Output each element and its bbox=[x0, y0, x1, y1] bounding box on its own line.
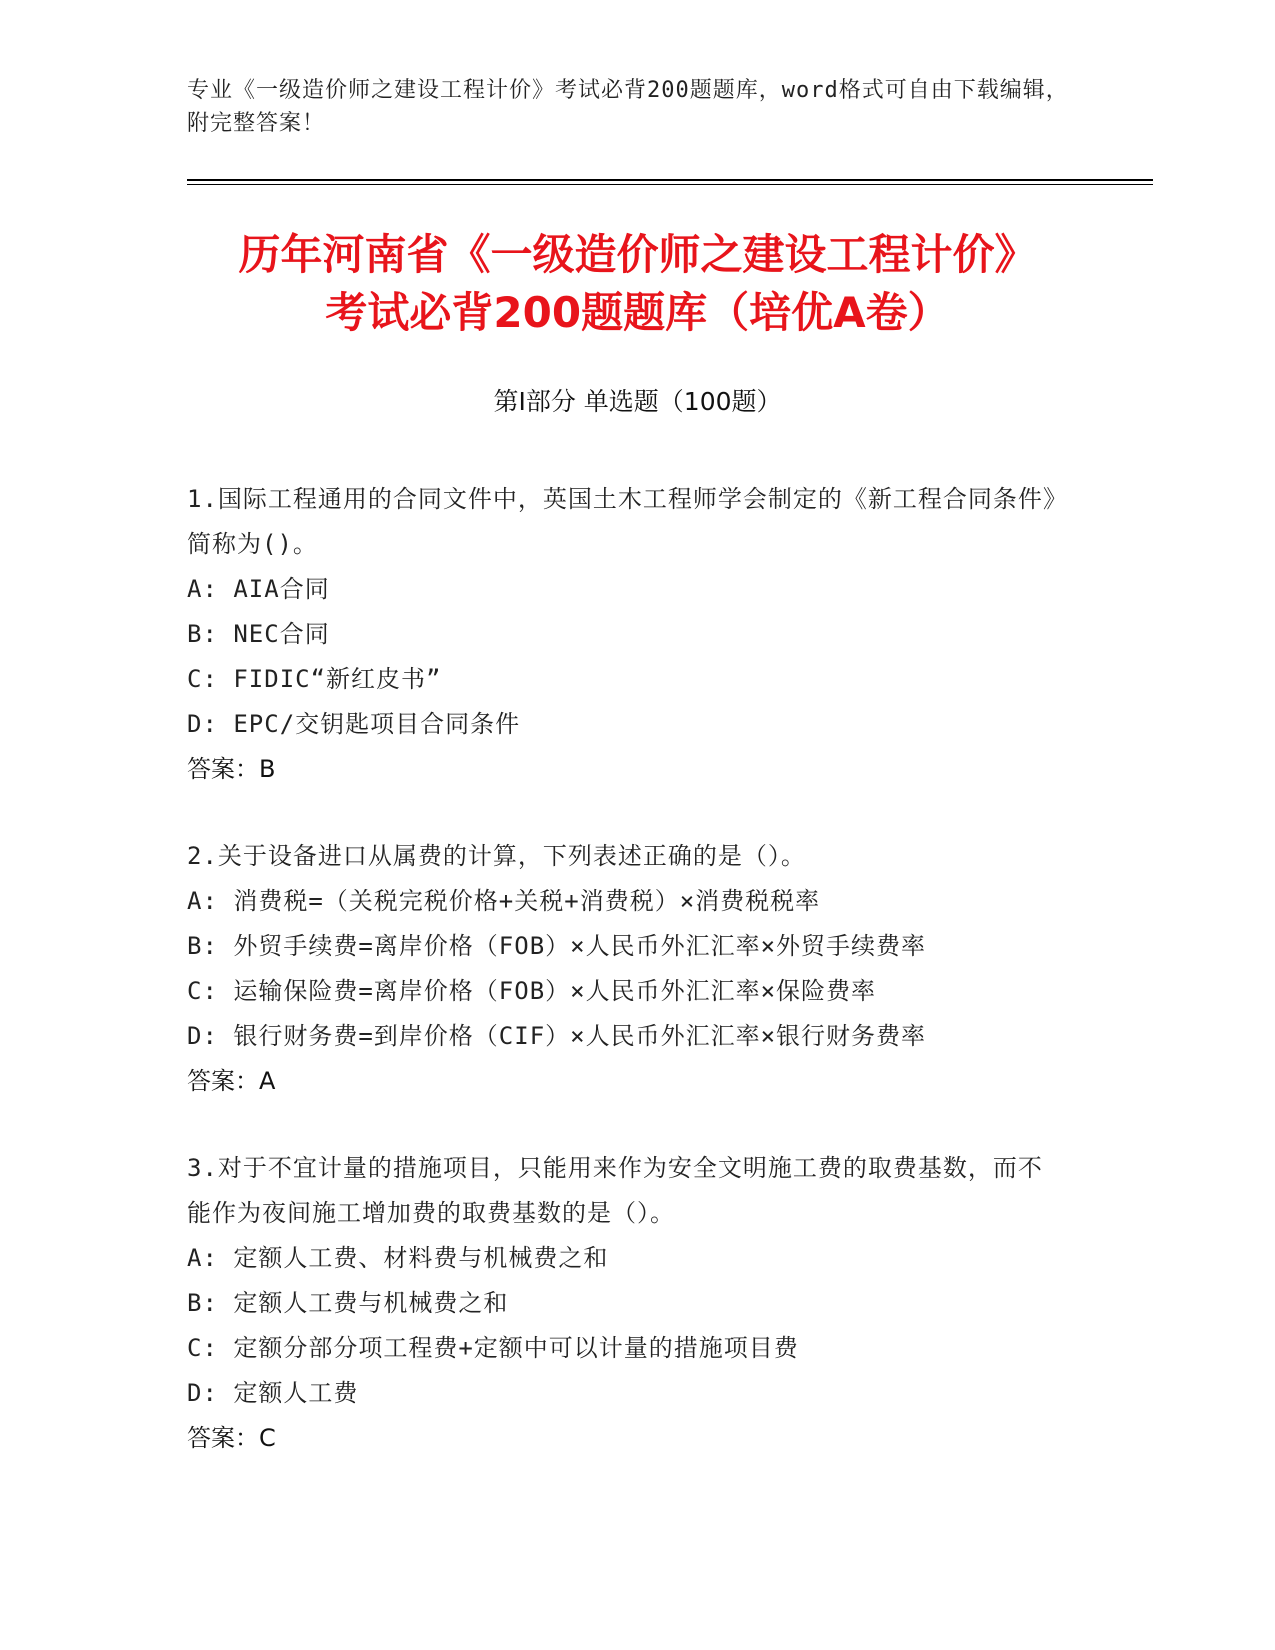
header-divider-thick bbox=[187, 179, 1153, 181]
document-title bbox=[137, 226, 1138, 342]
option-a: A: 定额人工费、材料费与机械费之和 bbox=[187, 1244, 609, 1272]
option-d: D: 定额人工费 bbox=[187, 1379, 359, 1407]
answer: 答案：B bbox=[187, 755, 276, 783]
header-note: 专业《一级造价师之建设工程计价》考试必背200题题库，word格式可自由下载编辑，附完整答案！ bbox=[187, 78, 1069, 136]
answer: 答案：A bbox=[187, 1067, 276, 1095]
option-b: B: 定额人工费与机械费之和 bbox=[187, 1289, 509, 1317]
document-title-line-1: 历年河南省《一级造价师之建设工程计价》 bbox=[238, 230, 1037, 279]
option-b: B: NEC合同 bbox=[187, 620, 330, 648]
answer: 答案：C bbox=[187, 1424, 276, 1452]
option-a: A: 消费税=（关税完税价格+关税+消费税）×消费税税率 bbox=[187, 887, 821, 915]
question-3 bbox=[187, 1146, 1067, 1461]
header-divider-thin bbox=[187, 184, 1153, 185]
question-list bbox=[187, 477, 1067, 1503]
option-b: B: 外贸手续费=离岸价格（FOB）×人民币外汇汇率×外贸手续费率 bbox=[187, 932, 927, 960]
question-text: 3.对于不宜计量的措施项目，只能用来作为安全文明施工费的取费基数，而不能作为夜间施工增加费的取费基数的是（）。 bbox=[187, 1154, 1043, 1227]
option-c: C: FIDIC“新红皮书” bbox=[187, 665, 442, 693]
option-d: D: EPC/交钥匙项目合同条件 bbox=[187, 710, 521, 738]
option-d: D: 银行财务费=到岸价格（CIF）×人民币外汇汇率×银行财务费率 bbox=[187, 1022, 927, 1050]
section-heading: 第Ⅰ部分 单选题（100题） bbox=[493, 387, 782, 416]
option-c: C: 定额分部分项工程费+定额中可以计量的措施项目费 bbox=[187, 1334, 799, 1362]
question-1 bbox=[187, 477, 1067, 792]
question-2 bbox=[187, 834, 1067, 1104]
option-c: C: 运输保险费=离岸价格（FOB）×人民币外汇汇率×保险费率 bbox=[187, 977, 877, 1005]
question-text: 2.关于设备进口从属费的计算，下列表述正确的是（）。 bbox=[187, 842, 806, 870]
option-a: A: AIA合同 bbox=[187, 575, 330, 603]
document-title-line-2: 考试必背200题题库（培优A卷） bbox=[325, 288, 950, 337]
question-text: 1.国际工程通用的合同文件中，英国土木工程师学会制定的《新工程合同条件》简称为()。 bbox=[187, 485, 1056, 558]
